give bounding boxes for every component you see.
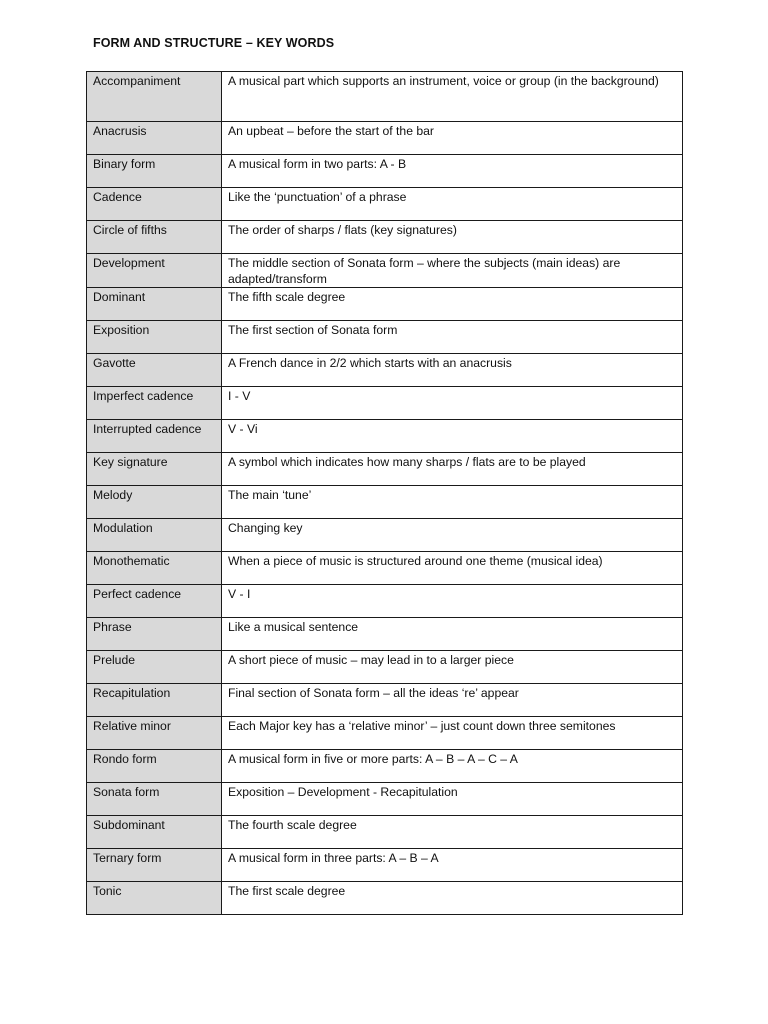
table-row	[87, 750, 683, 783]
definition-cell: V - Vi	[222, 420, 683, 453]
table-row	[87, 387, 683, 420]
definition-cell: Each Major key has a ‘relative minor’ – just count down three semitones	[222, 717, 683, 750]
term-cell: Cadence	[87, 188, 222, 221]
term-cell: Perfect cadence	[87, 585, 222, 618]
table-row	[87, 420, 683, 453]
term-cell: Exposition	[87, 321, 222, 354]
table-row	[87, 72, 683, 122]
table-row	[87, 288, 683, 321]
table-row	[87, 188, 683, 221]
definition-cell: A musical part which supports an instrument, voice or group (in the background)	[222, 72, 683, 122]
term-cell: Accompaniment	[87, 72, 222, 122]
table-row	[87, 849, 683, 882]
term-cell: Rondo form	[87, 750, 222, 783]
table-row	[87, 519, 683, 552]
table-row	[87, 453, 683, 486]
term-cell: Relative minor	[87, 717, 222, 750]
definition-cell: The fifth scale degree	[222, 288, 683, 321]
term-cell: Phrase	[87, 618, 222, 651]
table-row	[87, 552, 683, 585]
table-row	[87, 585, 683, 618]
definition-cell: The main ‘tune’	[222, 486, 683, 519]
term-cell: Imperfect cadence	[87, 387, 222, 420]
term-cell: Monothematic	[87, 552, 222, 585]
table-row	[87, 321, 683, 354]
table-row	[87, 221, 683, 254]
definition-cell: An upbeat – before the start of the bar	[222, 122, 683, 155]
glossary-table	[86, 71, 683, 915]
definition-cell: V - I	[222, 585, 683, 618]
table-row	[87, 816, 683, 849]
definition-cell: Like a musical sentence	[222, 618, 683, 651]
term-cell: Gavotte	[87, 354, 222, 387]
table-row	[87, 254, 683, 288]
definition-cell: The first section of Sonata form	[222, 321, 683, 354]
table-row	[87, 486, 683, 519]
definition-cell: The fourth scale degree	[222, 816, 683, 849]
definition-cell: The middle section of Sonata form – where the subjects (main ideas) are adapted/transform	[222, 254, 683, 288]
definition-cell: A musical form in two parts: A - B	[222, 155, 683, 188]
table-row	[87, 618, 683, 651]
term-cell: Recapitulation	[87, 684, 222, 717]
term-cell: Key signature	[87, 453, 222, 486]
table-row	[87, 354, 683, 387]
table-row	[87, 882, 683, 915]
definition-cell: A short piece of music – may lead in to a larger piece	[222, 651, 683, 684]
term-cell: Anacrusis	[87, 122, 222, 155]
definition-cell: The order of sharps / flats (key signatures)	[222, 221, 683, 254]
definition-cell: A musical form in five or more parts: A – B – A – C – A	[222, 750, 683, 783]
term-cell: Development	[87, 254, 222, 288]
definition-cell: Final section of Sonata form – all the ideas ‘re’ appear	[222, 684, 683, 717]
definition-cell: The first scale degree	[222, 882, 683, 915]
term-cell: Sonata form	[87, 783, 222, 816]
definition-cell: Exposition – Development - Recapitulation	[222, 783, 683, 816]
definition-cell: A symbol which indicates how many sharps / flats are to be played	[222, 453, 683, 486]
page-title: FORM AND STRUCTURE – KEY WORDS	[93, 36, 335, 50]
term-cell: Binary form	[87, 155, 222, 188]
term-cell: Tonic	[87, 882, 222, 915]
term-cell: Prelude	[87, 651, 222, 684]
term-cell: Dominant	[87, 288, 222, 321]
term-cell: Modulation	[87, 519, 222, 552]
definition-cell: Changing key	[222, 519, 683, 552]
table-row	[87, 122, 683, 155]
term-cell: Melody	[87, 486, 222, 519]
table-row	[87, 684, 683, 717]
term-cell: Subdominant	[87, 816, 222, 849]
table-row	[87, 783, 683, 816]
table-row	[87, 717, 683, 750]
table-row	[87, 651, 683, 684]
definition-cell: A musical form in three parts: A – B – A	[222, 849, 683, 882]
term-cell: Interrupted cadence	[87, 420, 222, 453]
definition-cell: Like the ‘punctuation’ of a phrase	[222, 188, 683, 221]
term-cell: Ternary form	[87, 849, 222, 882]
definition-cell: I - V	[222, 387, 683, 420]
glossary-body	[87, 72, 683, 915]
term-cell: Circle of fifths	[87, 221, 222, 254]
definition-cell: A French dance in 2/2 which starts with an anacrusis	[222, 354, 683, 387]
table-row	[87, 155, 683, 188]
definition-cell: When a piece of music is structured around one theme (musical idea)	[222, 552, 683, 585]
